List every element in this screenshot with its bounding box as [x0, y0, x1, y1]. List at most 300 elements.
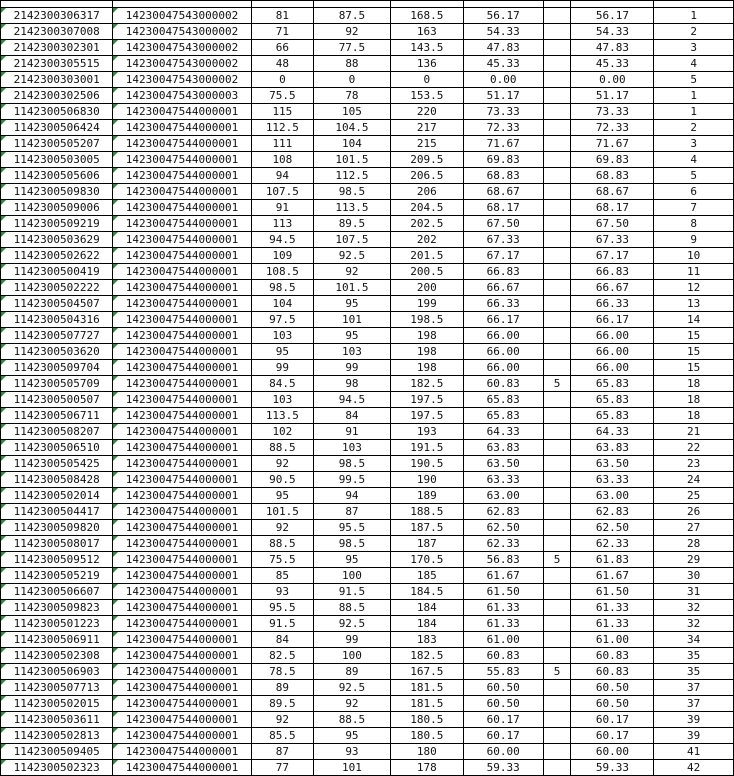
candidate-id-cell[interactable]: 1142300500419	[1, 264, 113, 280]
rank-cell[interactable]: 35	[654, 648, 734, 664]
total-cell[interactable]: 180.5	[390, 728, 463, 744]
position-code-cell[interactable]: 14230047544000001	[113, 520, 251, 536]
bonus-cell[interactable]	[543, 456, 571, 472]
bonus-cell[interactable]	[543, 712, 571, 728]
bonus-cell[interactable]	[543, 408, 571, 424]
candidate-id-cell[interactable]: 1142300502622	[1, 248, 113, 264]
position-code-cell[interactable]: 14230047544000001	[113, 696, 251, 712]
candidate-id-cell[interactable]: 1142300509820	[1, 520, 113, 536]
total-cell[interactable]: 198	[390, 360, 463, 376]
score-a-cell[interactable]: 112.5	[251, 120, 313, 136]
position-code-cell[interactable]: 14230047544000001	[113, 376, 251, 392]
candidate-id-cell[interactable]: 1142300507727	[1, 328, 113, 344]
total-cell[interactable]: 206	[390, 184, 463, 200]
position-code-cell[interactable]: 14230047544000001	[113, 600, 251, 616]
candidate-id-cell[interactable]: 1142300509006	[1, 200, 113, 216]
candidate-id-cell[interactable]: 1142300500507	[1, 392, 113, 408]
position-code-cell[interactable]: 14230047544000001	[113, 568, 251, 584]
final-score-cell[interactable]: 62.33	[571, 536, 654, 552]
candidate-id-cell[interactable]: 1142300506607	[1, 584, 113, 600]
total-cell[interactable]: 182.5	[390, 376, 463, 392]
score-a-cell[interactable]: 93	[251, 584, 313, 600]
avg-cell[interactable]: 73.33	[463, 104, 543, 120]
candidate-id-cell[interactable]: 1142300505207	[1, 136, 113, 152]
final-score-cell[interactable]: 66.00	[571, 360, 654, 376]
rank-cell[interactable]: 18	[654, 376, 734, 392]
score-a-cell[interactable]: 77	[251, 760, 313, 776]
final-score-cell[interactable]: 67.50	[571, 216, 654, 232]
rank-cell[interactable]: 5	[654, 72, 734, 88]
candidate-id-cell[interactable]: 1142300503629	[1, 232, 113, 248]
avg-cell[interactable]: 66.00	[463, 328, 543, 344]
total-cell[interactable]: 180	[390, 744, 463, 760]
avg-cell[interactable]: 68.67	[463, 184, 543, 200]
score-a-cell[interactable]: 71	[251, 24, 313, 40]
total-cell[interactable]: 183	[390, 632, 463, 648]
score-b-cell[interactable]: 77.5	[314, 40, 391, 56]
score-b-cell[interactable]: 84	[314, 408, 391, 424]
score-b-cell[interactable]: 105	[314, 104, 391, 120]
rank-cell[interactable]: 27	[654, 520, 734, 536]
score-b-cell[interactable]: 87	[314, 504, 391, 520]
rank-cell[interactable]: 1	[654, 8, 734, 24]
score-b-cell[interactable]: 101	[314, 312, 391, 328]
total-cell[interactable]: 181.5	[390, 696, 463, 712]
position-code-cell[interactable]: 14230047544000001	[113, 360, 251, 376]
rank-cell[interactable]: 11	[654, 264, 734, 280]
candidate-id-cell[interactable]: 1142300506903	[1, 664, 113, 680]
bonus-cell[interactable]	[543, 248, 571, 264]
final-score-cell[interactable]: 62.50	[571, 520, 654, 536]
candidate-id-cell[interactable]: 1142300508207	[1, 424, 113, 440]
rank-cell[interactable]: 22	[654, 440, 734, 456]
total-cell[interactable]: 201.5	[390, 248, 463, 264]
final-score-cell[interactable]: 73.33	[571, 104, 654, 120]
candidate-id-cell[interactable]: 1142300506830	[1, 104, 113, 120]
bonus-cell[interactable]	[543, 88, 571, 104]
final-score-cell[interactable]: 47.83	[571, 40, 654, 56]
score-a-cell[interactable]: 92	[251, 456, 313, 472]
candidate-id-cell[interactable]: 1142300508017	[1, 536, 113, 552]
position-code-cell[interactable]: 14230047544000001	[113, 472, 251, 488]
rank-cell[interactable]: 42	[654, 760, 734, 776]
score-a-cell[interactable]: 94.5	[251, 232, 313, 248]
total-cell[interactable]: 163	[390, 24, 463, 40]
bonus-cell[interactable]	[543, 136, 571, 152]
score-a-cell[interactable]: 89.5	[251, 696, 313, 712]
position-code-cell[interactable]: 14230047544000001	[113, 328, 251, 344]
candidate-id-cell[interactable]: 1142300502222	[1, 280, 113, 296]
score-b-cell[interactable]: 88.5	[314, 712, 391, 728]
final-score-cell[interactable]: 60.17	[571, 712, 654, 728]
candidate-id-cell[interactable]: 1142300502813	[1, 728, 113, 744]
rank-cell[interactable]: 15	[654, 360, 734, 376]
final-score-cell[interactable]: 66.67	[571, 280, 654, 296]
candidate-id-cell[interactable]: 1142300503620	[1, 344, 113, 360]
position-code-cell[interactable]: 14230047544000001	[113, 312, 251, 328]
total-cell[interactable]: 136	[390, 56, 463, 72]
final-score-cell[interactable]: 63.83	[571, 440, 654, 456]
rank-cell[interactable]: 31	[654, 584, 734, 600]
final-score-cell[interactable]: 60.50	[571, 680, 654, 696]
score-a-cell[interactable]: 85	[251, 568, 313, 584]
bonus-cell[interactable]	[543, 440, 571, 456]
score-b-cell[interactable]: 78	[314, 88, 391, 104]
avg-cell[interactable]: 62.83	[463, 504, 543, 520]
rank-cell[interactable]: 24	[654, 472, 734, 488]
candidate-id-cell[interactable]: 1142300509512	[1, 552, 113, 568]
score-a-cell[interactable]: 75.5	[251, 88, 313, 104]
total-cell[interactable]: 184	[390, 616, 463, 632]
rank-cell[interactable]: 18	[654, 408, 734, 424]
rank-cell[interactable]: 32	[654, 616, 734, 632]
candidate-id-cell[interactable]: 1142300501223	[1, 616, 113, 632]
total-cell[interactable]: 187.5	[390, 520, 463, 536]
avg-cell[interactable]: 69.83	[463, 152, 543, 168]
avg-cell[interactable]: 47.83	[463, 40, 543, 56]
total-cell[interactable]: 199	[390, 296, 463, 312]
rank-cell[interactable]: 35	[654, 664, 734, 680]
score-a-cell[interactable]: 95	[251, 488, 313, 504]
total-cell[interactable]: 184.5	[390, 584, 463, 600]
candidate-id-cell[interactable]: 1142300505709	[1, 376, 113, 392]
rank-cell[interactable]: 26	[654, 504, 734, 520]
candidate-id-cell[interactable]: 1142300504507	[1, 296, 113, 312]
position-code-cell[interactable]: 14230047544000001	[113, 760, 251, 776]
final-score-cell[interactable]: 72.33	[571, 120, 654, 136]
total-cell[interactable]: 153.5	[390, 88, 463, 104]
avg-cell[interactable]: 0.00	[463, 72, 543, 88]
score-a-cell[interactable]: 113	[251, 216, 313, 232]
final-score-cell[interactable]: 68.83	[571, 168, 654, 184]
rank-cell[interactable]: 25	[654, 488, 734, 504]
rank-cell[interactable]: 37	[654, 680, 734, 696]
bonus-cell[interactable]	[543, 344, 571, 360]
avg-cell[interactable]: 72.33	[463, 120, 543, 136]
rank-cell[interactable]: 4	[654, 56, 734, 72]
final-score-cell[interactable]: 62.83	[571, 504, 654, 520]
score-a-cell[interactable]: 103	[251, 328, 313, 344]
final-score-cell[interactable]: 56.17	[571, 8, 654, 24]
avg-cell[interactable]: 54.33	[463, 24, 543, 40]
total-cell[interactable]: 0	[390, 72, 463, 88]
avg-cell[interactable]: 63.50	[463, 456, 543, 472]
candidate-id-cell[interactable]: 1142300506911	[1, 632, 113, 648]
bonus-cell[interactable]	[543, 152, 571, 168]
score-b-cell[interactable]: 88	[314, 56, 391, 72]
rank-cell[interactable]: 6	[654, 184, 734, 200]
candidate-id-cell[interactable]: 1142300507713	[1, 680, 113, 696]
final-score-cell[interactable]: 66.00	[571, 344, 654, 360]
score-b-cell[interactable]: 92.5	[314, 616, 391, 632]
rank-cell[interactable]: 39	[654, 712, 734, 728]
candidate-id-cell[interactable]: 1142300502308	[1, 648, 113, 664]
final-score-cell[interactable]: 66.33	[571, 296, 654, 312]
rank-cell[interactable]: 3	[654, 40, 734, 56]
final-score-cell[interactable]: 60.17	[571, 728, 654, 744]
avg-cell[interactable]: 62.50	[463, 520, 543, 536]
final-score-cell[interactable]: 0.00	[571, 72, 654, 88]
avg-cell[interactable]: 55.83	[463, 664, 543, 680]
score-b-cell[interactable]: 91.5	[314, 584, 391, 600]
avg-cell[interactable]: 66.33	[463, 296, 543, 312]
score-b-cell[interactable]: 104.5	[314, 120, 391, 136]
score-b-cell[interactable]: 89.5	[314, 216, 391, 232]
bonus-cell[interactable]	[543, 72, 571, 88]
total-cell[interactable]: 190.5	[390, 456, 463, 472]
bonus-cell[interactable]	[543, 536, 571, 552]
score-b-cell[interactable]: 99.5	[314, 472, 391, 488]
rank-cell[interactable]: 9	[654, 232, 734, 248]
avg-cell[interactable]: 68.83	[463, 168, 543, 184]
bonus-cell[interactable]	[543, 184, 571, 200]
final-score-cell[interactable]: 61.83	[571, 552, 654, 568]
total-cell[interactable]: 167.5	[390, 664, 463, 680]
score-a-cell[interactable]: 88.5	[251, 536, 313, 552]
total-cell[interactable]: 200	[390, 280, 463, 296]
total-cell[interactable]: 215	[390, 136, 463, 152]
score-a-cell[interactable]: 115	[251, 104, 313, 120]
score-a-cell[interactable]: 87	[251, 744, 313, 760]
score-a-cell[interactable]: 104	[251, 296, 313, 312]
final-score-cell[interactable]: 61.00	[571, 632, 654, 648]
position-code-cell[interactable]: 14230047544000001	[113, 152, 251, 168]
bonus-cell[interactable]	[543, 504, 571, 520]
score-a-cell[interactable]: 97.5	[251, 312, 313, 328]
avg-cell[interactable]: 60.00	[463, 744, 543, 760]
position-code-cell[interactable]: 14230047544000001	[113, 184, 251, 200]
score-a-cell[interactable]: 101.5	[251, 504, 313, 520]
position-code-cell[interactable]: 14230047544000001	[113, 296, 251, 312]
final-score-cell[interactable]: 61.33	[571, 600, 654, 616]
rank-cell[interactable]: 2	[654, 24, 734, 40]
bonus-cell[interactable]	[543, 648, 571, 664]
final-score-cell[interactable]: 66.83	[571, 264, 654, 280]
final-score-cell[interactable]: 67.17	[571, 248, 654, 264]
total-cell[interactable]: 188.5	[390, 504, 463, 520]
score-a-cell[interactable]: 111	[251, 136, 313, 152]
bonus-cell[interactable]	[543, 280, 571, 296]
avg-cell[interactable]: 61.33	[463, 616, 543, 632]
total-cell[interactable]: 198	[390, 344, 463, 360]
bonus-cell[interactable]	[543, 616, 571, 632]
total-cell[interactable]: 220	[390, 104, 463, 120]
total-cell[interactable]: 217	[390, 120, 463, 136]
score-a-cell[interactable]: 82.5	[251, 648, 313, 664]
total-cell[interactable]: 204.5	[390, 200, 463, 216]
avg-cell[interactable]: 60.50	[463, 696, 543, 712]
score-a-cell[interactable]: 84.5	[251, 376, 313, 392]
position-code-cell[interactable]: 14230047544000001	[113, 632, 251, 648]
avg-cell[interactable]: 66.00	[463, 344, 543, 360]
final-score-cell[interactable]: 68.17	[571, 200, 654, 216]
rank-cell[interactable]: 8	[654, 216, 734, 232]
total-cell[interactable]: 197.5	[390, 392, 463, 408]
score-b-cell[interactable]: 92	[314, 264, 391, 280]
rank-cell[interactable]: 37	[654, 696, 734, 712]
total-cell[interactable]: 168.5	[390, 8, 463, 24]
total-cell[interactable]: 198.5	[390, 312, 463, 328]
position-code-cell[interactable]: 14230047544000001	[113, 552, 251, 568]
score-a-cell[interactable]: 89	[251, 680, 313, 696]
bonus-cell[interactable]	[543, 200, 571, 216]
rank-cell[interactable]: 28	[654, 536, 734, 552]
avg-cell[interactable]: 64.33	[463, 424, 543, 440]
score-a-cell[interactable]: 78.5	[251, 664, 313, 680]
rank-cell[interactable]: 39	[654, 728, 734, 744]
total-cell[interactable]: 191.5	[390, 440, 463, 456]
position-code-cell[interactable]: 14230047544000001	[113, 344, 251, 360]
final-score-cell[interactable]: 65.83	[571, 408, 654, 424]
candidate-id-cell[interactable]: 2142300306317	[1, 8, 113, 24]
avg-cell[interactable]: 60.50	[463, 680, 543, 696]
score-a-cell[interactable]: 91	[251, 200, 313, 216]
bonus-cell[interactable]	[543, 312, 571, 328]
position-code-cell[interactable]: 14230047544000001	[113, 504, 251, 520]
score-a-cell[interactable]: 107.5	[251, 184, 313, 200]
bonus-cell[interactable]: 5	[543, 552, 571, 568]
final-score-cell[interactable]: 61.67	[571, 568, 654, 584]
candidate-id-cell[interactable]: 2142300305515	[1, 56, 113, 72]
bonus-cell[interactable]	[543, 600, 571, 616]
final-score-cell[interactable]: 60.50	[571, 696, 654, 712]
position-code-cell[interactable]: 14230047543000002	[113, 40, 251, 56]
avg-cell[interactable]: 45.33	[463, 56, 543, 72]
score-b-cell[interactable]: 99	[314, 632, 391, 648]
final-score-cell[interactable]: 59.33	[571, 760, 654, 776]
avg-cell[interactable]: 65.83	[463, 392, 543, 408]
position-code-cell[interactable]: 14230047544000001	[113, 584, 251, 600]
position-code-cell[interactable]: 14230047544000001	[113, 440, 251, 456]
score-a-cell[interactable]: 109	[251, 248, 313, 264]
total-cell[interactable]: 170.5	[390, 552, 463, 568]
bonus-cell[interactable]	[543, 696, 571, 712]
score-b-cell[interactable]: 107.5	[314, 232, 391, 248]
total-cell[interactable]: 189	[390, 488, 463, 504]
avg-cell[interactable]: 60.17	[463, 712, 543, 728]
score-a-cell[interactable]: 92	[251, 712, 313, 728]
avg-cell[interactable]: 60.83	[463, 648, 543, 664]
position-code-cell[interactable]: 14230047544000001	[113, 616, 251, 632]
score-b-cell[interactable]: 113.5	[314, 200, 391, 216]
position-code-cell[interactable]: 14230047544000001	[113, 664, 251, 680]
final-score-cell[interactable]: 61.33	[571, 616, 654, 632]
score-b-cell[interactable]: 104	[314, 136, 391, 152]
position-code-cell[interactable]: 14230047544000001	[113, 120, 251, 136]
bonus-cell[interactable]	[543, 392, 571, 408]
position-code-cell[interactable]: 14230047543000002	[113, 56, 251, 72]
candidate-id-cell[interactable]: 1142300506424	[1, 120, 113, 136]
score-a-cell[interactable]: 99	[251, 360, 313, 376]
total-cell[interactable]: 181.5	[390, 680, 463, 696]
bonus-cell[interactable]: 5	[543, 376, 571, 392]
score-b-cell[interactable]: 101	[314, 760, 391, 776]
rank-cell[interactable]: 41	[654, 744, 734, 760]
avg-cell[interactable]: 67.50	[463, 216, 543, 232]
bonus-cell[interactable]	[543, 328, 571, 344]
bonus-cell[interactable]: 5	[543, 664, 571, 680]
score-b-cell[interactable]: 98	[314, 376, 391, 392]
bonus-cell[interactable]	[543, 232, 571, 248]
rank-cell[interactable]: 15	[654, 344, 734, 360]
score-a-cell[interactable]: 81	[251, 8, 313, 24]
score-b-cell[interactable]: 94	[314, 488, 391, 504]
candidate-id-cell[interactable]: 2142300307008	[1, 24, 113, 40]
candidate-id-cell[interactable]: 1142300505425	[1, 456, 113, 472]
score-b-cell[interactable]: 100	[314, 568, 391, 584]
score-b-cell[interactable]: 95	[314, 552, 391, 568]
position-code-cell[interactable]: 14230047544000001	[113, 280, 251, 296]
position-code-cell[interactable]: 14230047544000001	[113, 136, 251, 152]
bonus-cell[interactable]	[543, 424, 571, 440]
position-code-cell[interactable]: 14230047544000001	[113, 264, 251, 280]
rank-cell[interactable]: 13	[654, 296, 734, 312]
avg-cell[interactable]: 61.00	[463, 632, 543, 648]
final-score-cell[interactable]: 60.00	[571, 744, 654, 760]
rank-cell[interactable]: 34	[654, 632, 734, 648]
position-code-cell[interactable]: 14230047543000002	[113, 24, 251, 40]
position-code-cell[interactable]: 14230047544000001	[113, 456, 251, 472]
candidate-id-cell[interactable]: 2142300302301	[1, 40, 113, 56]
score-a-cell[interactable]: 92	[251, 520, 313, 536]
candidate-id-cell[interactable]: 1142300502015	[1, 696, 113, 712]
total-cell[interactable]: 180.5	[390, 712, 463, 728]
rank-cell[interactable]: 1	[654, 88, 734, 104]
bonus-cell[interactable]	[543, 760, 571, 776]
rank-cell[interactable]: 10	[654, 248, 734, 264]
score-a-cell[interactable]: 94	[251, 168, 313, 184]
candidate-id-cell[interactable]: 1142300506510	[1, 440, 113, 456]
score-a-cell[interactable]: 108	[251, 152, 313, 168]
rank-cell[interactable]: 3	[654, 136, 734, 152]
final-score-cell[interactable]: 68.67	[571, 184, 654, 200]
avg-cell[interactable]: 60.17	[463, 728, 543, 744]
score-b-cell[interactable]: 92	[314, 696, 391, 712]
score-a-cell[interactable]: 98.5	[251, 280, 313, 296]
rank-cell[interactable]: 18	[654, 392, 734, 408]
total-cell[interactable]: 193	[390, 424, 463, 440]
position-code-cell[interactable]: 14230047544000001	[113, 408, 251, 424]
candidate-id-cell[interactable]: 1142300509405	[1, 744, 113, 760]
score-a-cell[interactable]: 66	[251, 40, 313, 56]
total-cell[interactable]: 197.5	[390, 408, 463, 424]
total-cell[interactable]: 185	[390, 568, 463, 584]
position-code-cell[interactable]: 14230047543000002	[113, 72, 251, 88]
candidate-id-cell[interactable]: 1142300503005	[1, 152, 113, 168]
candidate-id-cell[interactable]: 1142300509823	[1, 600, 113, 616]
rank-cell[interactable]: 7	[654, 200, 734, 216]
score-b-cell[interactable]: 92	[314, 24, 391, 40]
bonus-cell[interactable]	[543, 296, 571, 312]
rank-cell[interactable]: 30	[654, 568, 734, 584]
score-b-cell[interactable]: 98.5	[314, 456, 391, 472]
score-a-cell[interactable]: 88.5	[251, 440, 313, 456]
rank-cell[interactable]: 23	[654, 456, 734, 472]
avg-cell[interactable]: 65.83	[463, 408, 543, 424]
avg-cell[interactable]: 61.33	[463, 600, 543, 616]
avg-cell[interactable]: 61.50	[463, 584, 543, 600]
avg-cell[interactable]: 63.33	[463, 472, 543, 488]
final-score-cell[interactable]: 71.67	[571, 136, 654, 152]
bonus-cell[interactable]	[543, 568, 571, 584]
avg-cell[interactable]: 51.17	[463, 88, 543, 104]
avg-cell[interactable]: 60.83	[463, 376, 543, 392]
final-score-cell[interactable]: 65.83	[571, 392, 654, 408]
final-score-cell[interactable]: 63.50	[571, 456, 654, 472]
bonus-cell[interactable]	[543, 520, 571, 536]
avg-cell[interactable]: 66.67	[463, 280, 543, 296]
score-b-cell[interactable]: 89	[314, 664, 391, 680]
